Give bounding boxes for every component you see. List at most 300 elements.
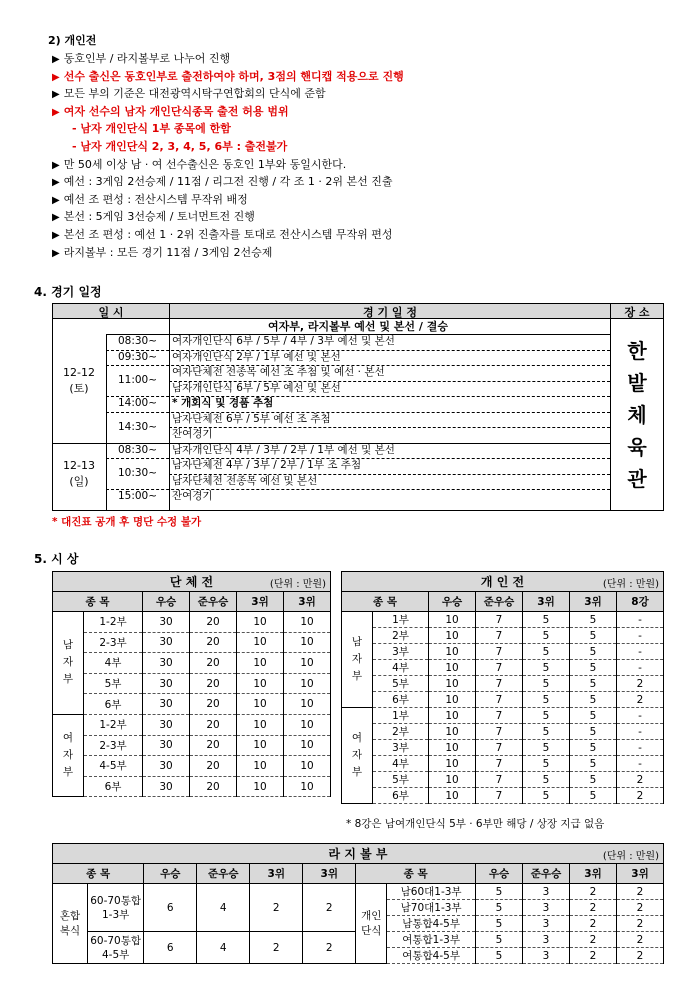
header-cell: 3위 — [523, 592, 570, 612]
event-item: 여자개인단식 6부 / 5부 / 4부 / 3부 예선 및 본선 — [172, 335, 395, 347]
table-cell: 10 — [237, 694, 284, 715]
table-cell: 6 — [144, 884, 197, 932]
rule-line — [72, 120, 231, 136]
table-cell: 2-3부 — [84, 632, 143, 653]
table-cell: 10 — [237, 653, 284, 674]
table-cell: 5 — [570, 756, 617, 772]
awards-heading: 5. 시 상 — [34, 552, 79, 566]
header-cell: 종 목 — [53, 592, 143, 612]
rule-text: 동호인부 / 라지볼부로 나누어 진행 — [63, 52, 231, 65]
bullet-icon: ▶ — [52, 89, 60, 101]
grid-line — [169, 474, 610, 475]
table-cell: 1부 — [373, 708, 429, 724]
time-slot: 14:00~ — [117, 397, 158, 409]
time-slot: 14:30~ — [117, 420, 158, 433]
place-char: 육 — [627, 435, 647, 459]
group-char: 부 — [62, 766, 74, 779]
table-cell: 여통합1-3부 — [387, 932, 476, 948]
header-cell: 종 목 — [53, 864, 144, 884]
rule-line — [52, 191, 248, 207]
table-cell: 10 — [429, 676, 476, 692]
bullet-icon: ▶ — [52, 194, 60, 206]
rule-text: 여자 선수의 남자 개인단식종목 출전 허용 범위 — [63, 104, 289, 118]
header-row — [53, 592, 331, 612]
header-cell: 준우승 — [190, 592, 237, 612]
table-row — [53, 884, 664, 900]
table-cell: 5 — [570, 612, 617, 628]
group-char: 자 — [351, 653, 363, 665]
rule-text: - 남자 개인단식 2, 3, 4, 5, 6부 : 출전불가 — [72, 140, 288, 153]
group-char: 남 — [62, 639, 74, 652]
group-text: 복식 — [59, 924, 81, 937]
table-cell: 5 — [570, 724, 617, 740]
header-cell: 3위 — [570, 592, 617, 612]
table-cell: 2 — [250, 884, 303, 932]
table-cell: 여통합4-5부 — [387, 948, 476, 964]
table-cell: 2 — [617, 884, 664, 900]
header-row — [53, 864, 664, 884]
table-cell: 7 — [476, 740, 523, 756]
table-cell: 5 — [570, 628, 617, 644]
place-char: 밭 — [627, 371, 647, 395]
schedule-heading: 4. 경기 일정 — [34, 285, 102, 299]
group-char: 자 — [62, 749, 74, 762]
table-cell: 10 — [284, 612, 331, 633]
rule-line — [72, 138, 287, 154]
table-cell: 10 — [284, 653, 331, 674]
table-cell: 4부 — [373, 660, 429, 676]
time-slot: 10:30~ — [117, 467, 158, 479]
group-label — [342, 708, 373, 804]
table-cell: 30 — [143, 776, 190, 797]
table-cell: - — [617, 708, 664, 724]
table-cell: 5 — [523, 772, 570, 788]
table-cell: 10 — [284, 776, 331, 797]
table-cell: 5 — [570, 788, 617, 804]
table-cell: 남통합4-5부 — [387, 916, 476, 932]
group-text: 개인 — [361, 909, 382, 922]
table-cell: - — [617, 724, 664, 740]
place-char: 한 — [627, 339, 647, 363]
table-row — [342, 724, 664, 740]
item-line: 60-70통합 — [90, 894, 142, 907]
rule-text: 만 50세 이상 남 · 여 선수출신은 동호인 1부와 동일시한다. — [63, 157, 347, 171]
table-cell: 20 — [190, 776, 237, 797]
table-cell: 5 — [523, 788, 570, 804]
col-date-header: 일 시 — [52, 303, 170, 319]
col-place-header: 장 소 — [610, 303, 664, 319]
bullet-icon: ▶ — [52, 106, 60, 118]
table-cell: 4-5부 — [84, 756, 143, 777]
table-title-cell — [342, 572, 664, 592]
rule-text: 본선 조 편성 : 예선 1 · 2위 진출자를 토대로 전산시스템 무작위 편성 — [63, 228, 393, 241]
day1-banner: 여자부, 라지볼부 예선 및 본선 / 결승 — [268, 320, 448, 333]
bullet-icon: ▶ — [52, 230, 60, 241]
table-cell: 2 — [617, 916, 664, 932]
table-cell: 5 — [570, 708, 617, 724]
table-cell: 남70대1-3부 — [387, 900, 476, 916]
table-cell: 2 — [617, 692, 664, 708]
group-char: 부 — [351, 766, 363, 778]
award-table — [341, 571, 664, 804]
table-cell: 2부 — [373, 724, 429, 740]
table-cell: 2 — [303, 932, 356, 964]
table-cell: 30 — [143, 756, 190, 777]
table-cell: 1-2부 — [84, 714, 143, 735]
table-cell: 7 — [476, 676, 523, 692]
rule-line — [52, 208, 255, 224]
header-cell: 3위 — [303, 864, 356, 884]
table-cell: 10 — [429, 644, 476, 660]
table-cell: 6부 — [84, 776, 143, 797]
table-cell: 7 — [476, 628, 523, 644]
table-cell: 7 — [476, 660, 523, 676]
rule-text: 라지볼부 : 모든 경기 11점 / 3게임 2선승제 — [63, 245, 273, 259]
day2-date — [52, 443, 106, 505]
table-cell: 2-3부 — [84, 735, 143, 756]
header-cell: 3위 — [237, 592, 284, 612]
table-cell: 6부 — [373, 692, 429, 708]
table-cell: 5 — [476, 948, 523, 964]
header-cell: 3위 — [250, 864, 303, 884]
rule-text: - 남자 개인단식 1부 종목에 한함 — [72, 122, 231, 136]
bullet-icon: ▶ — [52, 54, 60, 65]
table-cell: 10 — [284, 714, 331, 735]
table-row — [53, 653, 331, 674]
table-cell: 10 — [284, 632, 331, 653]
table-cell: 5 — [523, 756, 570, 772]
title-row — [53, 572, 331, 592]
table-cell: 20 — [190, 612, 237, 633]
table-cell: 5 — [570, 740, 617, 756]
header-cell: 준우승 — [523, 864, 570, 884]
table-cell: 5 — [476, 916, 523, 932]
header-cell: 준우승 — [197, 864, 250, 884]
table-cell: 5 — [476, 900, 523, 916]
table-cell: 30 — [143, 653, 190, 674]
table-cell: 10 — [284, 694, 331, 715]
table-cell: 5 — [570, 644, 617, 660]
time-slot: 09:30~ — [117, 350, 158, 363]
header-cell: 우승 — [143, 592, 190, 612]
table-cell: 7 — [476, 756, 523, 772]
table-cell: - — [617, 628, 664, 644]
rule-line — [52, 173, 392, 189]
group-label — [342, 612, 373, 708]
group-char: 여 — [351, 732, 363, 744]
grid-line — [169, 381, 610, 382]
unit-label: (단위 : 만원) — [269, 579, 326, 590]
group-char: 부 — [351, 670, 363, 682]
table-cell: 6부 — [373, 788, 429, 804]
time-slot: 15:00~ — [117, 490, 158, 502]
rule-text: 모든 부의 기준은 대전광역시탁구연합회의 단식에 준함 — [63, 87, 326, 101]
table-cell: 10 — [237, 714, 284, 735]
table-title-cell — [53, 844, 664, 864]
title-row — [342, 572, 664, 592]
header-cell: 우승 — [476, 864, 523, 884]
event-item: 남자단체전 6부 / 5부 예선 조 추첨 — [172, 412, 331, 425]
table-cell: 20 — [190, 694, 237, 715]
unit-label: (단위 : 만원) — [602, 851, 659, 862]
event-item: 남자개인단식 4부 / 3부 / 2부 / 1부 예선 및 본선 — [172, 443, 395, 456]
schedule-note: * 대진표 공개 후 명단 수정 불가 — [52, 516, 202, 528]
table-cell: 7 — [476, 724, 523, 740]
table-row — [53, 632, 331, 653]
table-cell: 20 — [190, 653, 237, 674]
rule-text: 예선 : 3게임 2선승제 / 11점 / 리그전 진행 / 각 조 1 · 2위 본선 진출 — [63, 175, 393, 189]
day2-dow-text: (일) — [69, 474, 89, 488]
time-slot: 11:00~ — [117, 374, 158, 386]
rule-line — [52, 156, 346, 172]
place-cell — [610, 330, 664, 500]
table-cell: 6 — [144, 932, 197, 964]
table-cell: - — [617, 740, 664, 756]
table-cell: 3 — [523, 932, 570, 948]
group-label — [53, 612, 84, 715]
table-cell: 2 — [617, 948, 664, 964]
rule-line — [52, 68, 404, 84]
table-row — [342, 660, 664, 676]
table-cell: 5 — [523, 740, 570, 756]
table-cell: 2 — [570, 884, 617, 900]
table-cell: 1-2부 — [84, 612, 143, 633]
event-item: 잔여경기 — [172, 428, 213, 440]
table-row — [342, 772, 664, 788]
table-cell: 10 — [237, 735, 284, 756]
table-cell: 남60대1-3부 — [387, 884, 476, 900]
table-cell: 10 — [429, 628, 476, 644]
table-cell: 10 — [429, 724, 476, 740]
table-cell: 20 — [190, 632, 237, 653]
table-cell: - — [617, 756, 664, 772]
table-cell: 5 — [523, 676, 570, 692]
day1-date-text: 12-12 — [63, 365, 95, 379]
table-cell: 10 — [237, 612, 284, 633]
place-char: 체 — [627, 403, 647, 427]
table-cell: 10 — [429, 772, 476, 788]
table-title: 개 인 전 — [480, 575, 525, 589]
table-cell — [88, 932, 144, 964]
header-cell: 8강 — [617, 592, 664, 612]
event-item: 여자개인단식 2부 / 1부 예선 및 본선 — [172, 350, 341, 363]
table-cell: 5 — [523, 644, 570, 660]
table-cell: 4 — [197, 884, 250, 932]
table-cell: 10 — [429, 708, 476, 724]
rule-line — [52, 85, 326, 101]
table-cell: 10 — [429, 756, 476, 772]
table-cell: 7 — [476, 788, 523, 804]
table-cell: 5 — [523, 708, 570, 724]
table-cell: 30 — [143, 714, 190, 735]
table-title: 단 체 전 — [169, 575, 214, 589]
section-title: 2) 개인전 — [48, 34, 97, 47]
unit-label: (단위 : 만원) — [602, 579, 659, 590]
table-cell: 10 — [429, 740, 476, 756]
rule-line — [52, 244, 272, 260]
item-line: 60-70통합 — [90, 934, 142, 947]
table-cell: 10 — [284, 756, 331, 777]
col-event-header: 경 기 일 정 — [169, 303, 611, 319]
table-row — [342, 788, 664, 804]
event-item: 잔여경기 — [172, 490, 213, 502]
time-slot: 08:30~ — [117, 335, 158, 347]
day2-date-text: 12-13 — [63, 458, 95, 472]
table-cell: 30 — [143, 612, 190, 633]
header-cell: 우승 — [144, 864, 197, 884]
header-cell: 종 목 — [356, 864, 476, 884]
table-cell: 5 — [523, 628, 570, 644]
table-cell: 5부 — [84, 673, 143, 694]
event-item: 남자단체전 4부 / 3부 / 2부 / 1부 조 추첨 — [172, 459, 362, 471]
table-cell: 5 — [570, 692, 617, 708]
group-label — [53, 884, 88, 964]
day1-date — [52, 319, 106, 443]
event-item: 여자단체전 전종목 예선 조 추첨 및 예선 · 본선 — [172, 366, 385, 378]
rule-text: 본선 : 5게임 3선승제 / 토너먼트전 진행 — [63, 210, 255, 224]
table-cell: 5 — [523, 692, 570, 708]
rule-line — [52, 50, 230, 66]
table-cell: 2 — [617, 676, 664, 692]
bullet-icon: ▶ — [52, 247, 60, 259]
table-cell: 20 — [190, 673, 237, 694]
table-row — [342, 740, 664, 756]
table-cell: 1부 — [373, 612, 429, 628]
group-label — [356, 884, 387, 964]
item-line: 4-5부 — [101, 948, 130, 961]
bullet-icon: ▶ — [52, 212, 60, 224]
table-row — [53, 714, 331, 735]
table-cell: 10 — [429, 692, 476, 708]
table-cell: 3부 — [373, 740, 429, 756]
table-cell: 3 — [523, 948, 570, 964]
table-row — [53, 776, 331, 797]
table-cell: 2 — [617, 900, 664, 916]
table-cell: 3 — [523, 916, 570, 932]
table-cell: 6부 — [84, 694, 143, 715]
table-cell: 7 — [476, 692, 523, 708]
header-cell: 3위 — [617, 864, 664, 884]
table-cell: 10 — [237, 632, 284, 653]
table-cell: 5 — [523, 724, 570, 740]
table-cell: 30 — [143, 735, 190, 756]
table-cell: 5 — [476, 884, 523, 900]
table-cell: 10 — [429, 612, 476, 628]
header-cell: 준우승 — [476, 592, 523, 612]
item-line: 1-3부 — [101, 908, 130, 921]
table-cell: 7 — [476, 772, 523, 788]
header-cell: 3위 — [284, 592, 331, 612]
header-row — [342, 592, 664, 612]
rule-line — [52, 103, 289, 119]
header-cell: 우승 — [429, 592, 476, 612]
table-cell: 4부 — [373, 756, 429, 772]
grid-line — [169, 427, 610, 428]
table-cell: 3부 — [373, 644, 429, 660]
table-cell: 2 — [617, 788, 664, 804]
table-cell: 2 — [570, 932, 617, 948]
table-cell: 2 — [250, 932, 303, 964]
table-row — [53, 735, 331, 756]
table-cell: 10 — [284, 735, 331, 756]
award-table — [52, 571, 331, 797]
table-cell: 5부 — [373, 676, 429, 692]
table-cell: 3 — [523, 900, 570, 916]
table-cell: 5 — [570, 676, 617, 692]
table-cell: 20 — [190, 735, 237, 756]
event-item: * 개회식 및 경품 추첨 — [172, 397, 274, 409]
rule-line — [52, 226, 393, 242]
table-cell: 10 — [237, 776, 284, 797]
table-cell: 4부 — [84, 653, 143, 674]
table-cell: 10 — [284, 673, 331, 694]
table-cell: 2부 — [373, 628, 429, 644]
table-cell: 5 — [523, 660, 570, 676]
table-row — [342, 756, 664, 772]
table-row — [342, 692, 664, 708]
bullet-icon: ▶ — [52, 159, 60, 171]
table-cell: 2 — [617, 772, 664, 788]
table-row — [342, 628, 664, 644]
table-cell: 2 — [303, 884, 356, 932]
table-cell: 7 — [476, 644, 523, 660]
individual-note: * 8강은 남여개인단식 5부 · 6부만 해당 / 상장 지급 없음 — [346, 818, 605, 830]
table-cell: 7 — [476, 708, 523, 724]
table-title-cell — [53, 572, 331, 592]
table-row — [53, 673, 331, 694]
table-row — [342, 612, 664, 628]
rule-text: 예선 조 편성 : 전산시스템 무작위 배정 — [63, 192, 248, 206]
group-char: 부 — [62, 673, 74, 686]
rule-text: 선수 출신은 동호인부로 출전하여야 하며, 3점의 핸디캡 적용으로 진행 — [63, 69, 404, 83]
table-cell: 10 — [429, 788, 476, 804]
table-cell — [88, 884, 144, 932]
table-cell: - — [617, 660, 664, 676]
table-cell: 10 — [429, 660, 476, 676]
table-row — [53, 756, 331, 777]
table-cell: 20 — [190, 756, 237, 777]
table-cell: 7 — [476, 612, 523, 628]
table-cell: 2 — [570, 900, 617, 916]
table-cell: 4 — [197, 932, 250, 964]
table-row — [342, 644, 664, 660]
table-cell: 5부 — [373, 772, 429, 788]
place-char: 관 — [627, 467, 647, 491]
group-text: 단식 — [361, 924, 382, 937]
table-cell: 3 — [523, 884, 570, 900]
table-cell: 30 — [143, 694, 190, 715]
header-cell: 종 목 — [342, 592, 429, 612]
group-char: 남 — [351, 636, 363, 648]
title-row — [53, 844, 664, 864]
table-cell: 5 — [570, 660, 617, 676]
event-item: 남자단체전 전종목 예선 및 본선 — [172, 474, 318, 487]
table-cell: 30 — [143, 673, 190, 694]
group-char: 자 — [62, 656, 74, 669]
table-row — [53, 694, 331, 715]
group-label — [53, 714, 84, 796]
table-cell: 5 — [523, 612, 570, 628]
table-cell: 5 — [570, 772, 617, 788]
day1-dow-text: (토) — [69, 381, 89, 395]
bullet-icon: ▶ — [52, 71, 60, 83]
time-slot: 08:30~ — [117, 443, 158, 456]
award-table — [52, 843, 664, 964]
header-cell: 3위 — [570, 864, 617, 884]
table-cell: - — [617, 612, 664, 628]
group-char: 여 — [62, 732, 74, 745]
table-cell: 10 — [237, 673, 284, 694]
